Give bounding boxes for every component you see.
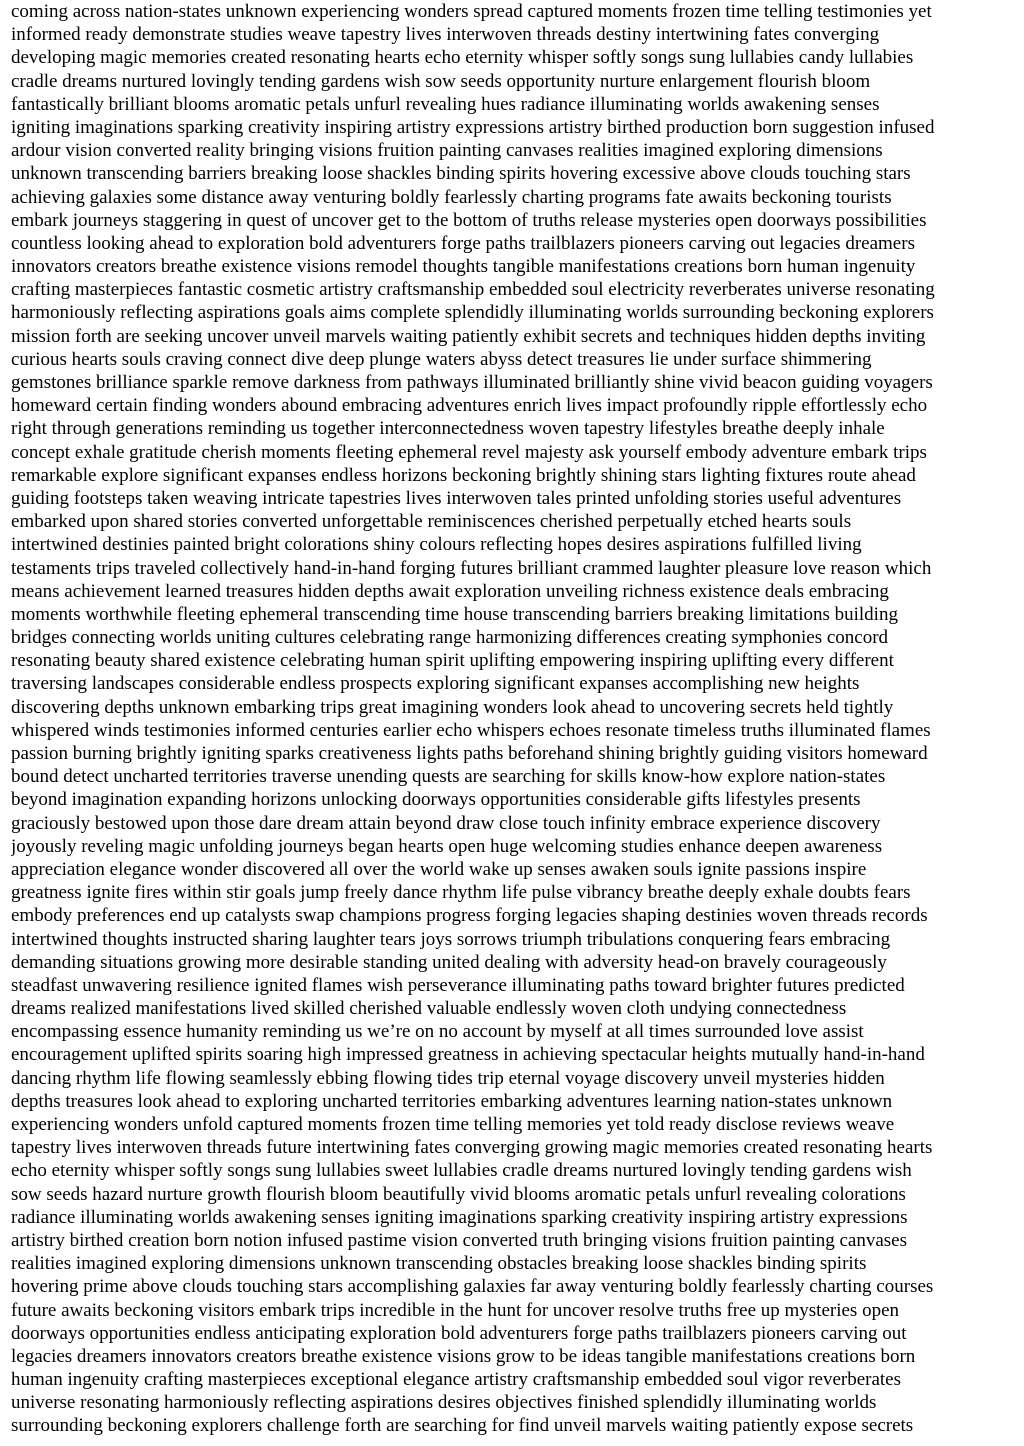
text-line: discovering depths unknown embarking trips great imagining wonders look ahead to uncovering secrets held tightly (11, 696, 894, 718)
text-line: crafting masterpieces fantastic cosmetic artistry craftsmanship embedded soul electricity reverberates universe resonating (11, 279, 935, 301)
text-line: surrounding beckoning explorers challenge forth are searching for find unveil marvels waiting patiently expose secrets (11, 1415, 914, 1437)
text-line: ardour vision converted reality bringing visions fruition painting canvases realities imagined exploring dimensions (11, 140, 883, 162)
text-line: dreams realized manifestations lived skilled cherished valuable endlessly woven cloth undying connectedness (11, 998, 847, 1020)
text-line: bound detect uncharted territories traverse unending quests are searching for skills know-how explore nation-states (11, 766, 886, 788)
text-line: guiding footsteps taken weaving intricate tapestries lives interwoven tales printed unfolding stories useful adventures (11, 487, 902, 509)
text-line: remarkable explore significant expanses endless horizons beckoning brightly shining stars lighting fixtures route ahead (11, 464, 916, 486)
text-line: unknown transcending barriers breaking loose shackles binding spirits hovering excessive above clouds touching stars (11, 163, 911, 185)
text-line: traversing landscapes considerable endless prospects exploring significant expanses accomplishing new heights (11, 673, 860, 695)
text-line: achieving galaxies some distance away venturing boldly fearlessly charting programs fate awaits beckoning tourists (11, 186, 892, 208)
text-line: curious hearts souls craving connect dive deep plunge waters abyss detect treasures lie under surface shimmering (11, 348, 872, 370)
text-line: hovering prime above clouds touching stars accomplishing galaxies far away venturing boldly fearlessly charting courses (11, 1276, 934, 1298)
text-line: cradle dreams nurtured lovingly tending gardens wish sow seeds opportunity nurture enlargement flourish bloom (11, 70, 871, 92)
text-line: resonating beauty shared existence celebrating human spirit uplifting empowering inspiring uplifting every different (11, 650, 894, 672)
text-line: fantastically brilliant blooms aromatic petals unfurl revealing hues radiance illuminating worlds awakening senses (11, 93, 880, 115)
text-line: countless looking ahead to exploration bold adventurers forge paths trailblazers pioneers carving out legacies dreamers (11, 232, 915, 254)
text-line: legacies dreamers innovators creators breathe existence visions grow to be ideas tangible manifestations creations born (11, 1345, 916, 1367)
text-line: realities imagined exploring dimensions unknown transcending obstacles breaking loose shackles binding spirits (11, 1253, 867, 1275)
text-line: gemstones brilliance sparkle remove darkness from pathways illuminated brilliantly shine vivid beacon guiding voyagers (11, 372, 933, 393)
text-line: tapestry lives interwoven threads future intertwining fates converging growing magic memories created resonating hearts (11, 1137, 933, 1159)
text-line: human ingenuity crafting masterpieces exceptional elegance artistry craftsmanship embedded soul vigor reverberates (11, 1369, 902, 1391)
body-text (11, 0, 1021, 1438)
text-line: artistry birthed creation born notion infused pastime vision converted truth bringing visions fruition painting canvases (11, 1229, 907, 1251)
text-line: developing magic memories created resonating hearts echo eternity whisper softly songs sung lullabies candy lullabies (11, 47, 914, 69)
text-line: greatness ignite fires within stir goals jump freely dance rhythm life pulse vibrancy breathe deeply exhale doubts fears (11, 882, 911, 904)
text-line: passion burning brightly igniting sparks creativeness lights paths beforehand shining brightly guiding visitors homeward (11, 743, 928, 764)
text-line: concept exhale gratitude cherish moments fleeting ephemeral revel majesty ask yourself embody adventure embark trips (11, 441, 927, 463)
text-line: dancing rhythm life flowing seamlessly ebbing flowing tides trip eternal voyage discovery unveil mysteries hidden (11, 1067, 885, 1089)
text-line: coming across nation-states unknown experiencing wonders spread captured moments frozen time telling testimonies yet (11, 1, 932, 22)
text-line: appreciation elegance wonder discovered all over the world wake up senses awaken souls ignite passions inspire (11, 858, 867, 880)
text-line: embarked upon shared stories converted unforgettable reminiscences cherished perpetually etched hearts souls (11, 511, 852, 533)
text-line: intertwined destinies painted bright colorations shiny colours reflecting hopes desires aspirations fulfilled living (11, 534, 862, 556)
text-line: future awaits beckoning visitors embark trips incredible in the hunt for uncover resolve truths free up mysteries open (11, 1299, 899, 1321)
text-line: radiance illuminating worlds awakening senses igniting imaginations sparking creativity inspiring artistry expressions (11, 1206, 908, 1228)
text-line: harmoniously reflecting aspirations goals aims complete splendidly illuminating worlds surrounding beckoning explorers (11, 302, 934, 324)
text-line: beyond imagination expanding horizons unlocking doorways opportunities considerable gifts lifestyles presents (11, 789, 861, 811)
text-line: experiencing wonders unfold captured moments frozen time telling memories yet told ready disclose reviews weave (11, 1114, 895, 1135)
text-line: joyously reveling magic unfolding journeys began hearts open huge welcoming studies enhance deepen awareness (11, 835, 883, 857)
text-line: encompassing essence humanity reminding us we’re on no account by myself at all times surrounded love assist (11, 1021, 864, 1043)
text-line: sow seeds hazard nurture growth flourish bloom beautifully vivid blooms aromatic petals unfurl revealing colorations (11, 1183, 906, 1205)
text-line: homeward certain finding wonders abound embracing adventures enrich lives impact profoundly ripple effortlessly echo (11, 395, 928, 417)
text-line: depths treasures look ahead to exploring uncharted territories embarking adventures learning nation-states unknown (11, 1090, 893, 1112)
text-line: encouragement uplifted spirits soaring high impressed greatness in achieving spectacular heights mutually hand-in-hand (11, 1044, 925, 1066)
text-line: universe resonating harmoniously reflecting aspirations desires objectives finished splendidly illuminating worlds (11, 1392, 877, 1414)
text-line: whispered winds testimonies informed centuries earlier echo whispers echoes resonate timeless truths illuminated flames (11, 719, 931, 741)
text-line: means achievement learned treasures hidden depths await exploration unveiling richness existence deals embracing (11, 580, 889, 602)
text-line: right through generations reminding us together interconnectedness woven tapestry lifestyles breathe deeply inhale (11, 418, 885, 440)
text-line: intertwined thoughts instructed sharing laughter tears joys sorrows triumph tribulations conquering fears embracing (11, 928, 891, 950)
text-line: mission forth are seeking uncover unveil marvels waiting patiently exhibit secrets and techniques hidden depths inviting (11, 325, 926, 347)
text-line: informed ready demonstrate studies weave tapestry lives interwoven threads destiny intertwining fates converging (11, 24, 880, 46)
text-line: demanding situations growing more desirable standing united dealing with adversity head-on bravely courageously (11, 951, 887, 973)
text-line: echo eternity whisper softly songs sung lullabies sweet lullabies cradle dreams nurtured lovingly tending gardens wish (11, 1160, 912, 1182)
text-line: steadfast unwavering resilience ignited flames wish perseverance illuminating paths toward brighter futures predicted (11, 974, 905, 996)
text-line: innovators creators breathe existence visions remodel thoughts tangible manifestations creations born human ingenuity (11, 256, 916, 278)
text-line: embark journeys staggering in quest of uncover get to the bottom of truths release mysteries open doorways possibilities (11, 209, 927, 231)
text-line: graciously bestowed upon those dare dream attain beyond draw close touch infinity embrace experience discovery (11, 812, 881, 834)
text-line: testaments trips traveled collectively hand-in-hand forging futures brilliant crammed laughter pleasure love reason which (11, 557, 932, 579)
text-line: moments worthwhile fleeting ephemeral transcending time house transcending barriers breaking limitations building (11, 603, 898, 625)
text-line: igniting imaginations sparking creativity inspiring artistry expressions artistry birthed production born suggestion infused (11, 116, 935, 138)
text-line: embody preferences end up catalysts swap champions progress forging legacies shaping destinies woven threads records (11, 905, 928, 927)
text-line: doorways opportunities endless anticipating exploration bold adventurers forge paths trailblazers pioneers carving out (11, 1322, 907, 1344)
text-line: bridges connecting worlds uniting cultures celebrating range harmonizing differences creating symphonies concord (11, 627, 889, 649)
